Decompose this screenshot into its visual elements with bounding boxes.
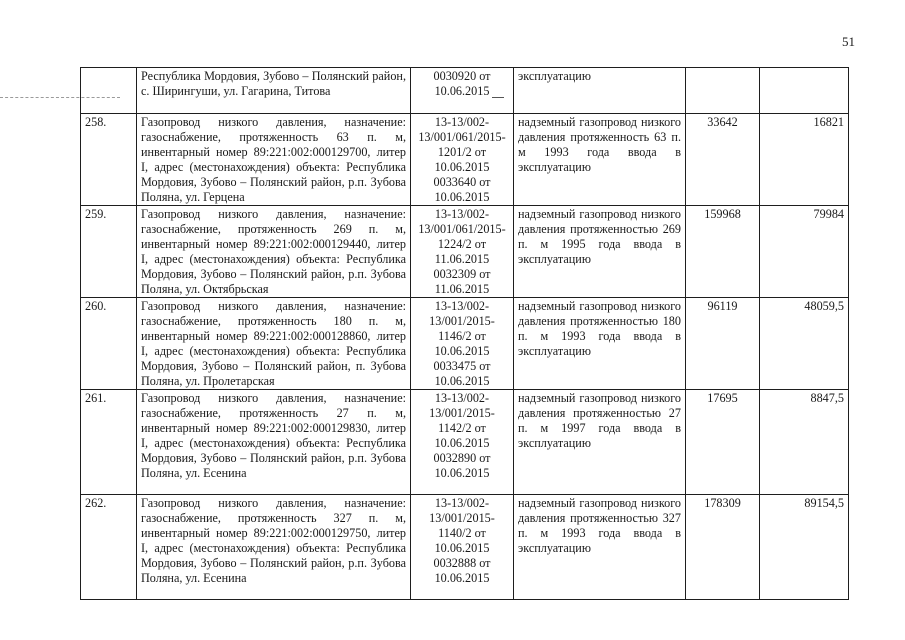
characteristics-cell: надземный газопровод низкого давления протяженность 63 п. м 1993 года ввода в эксплуатацию: [514, 114, 686, 206]
cost-cell: 33642: [686, 114, 760, 206]
characteristics-cell: надземный газопровод низкого давления протяженностью 27 п. м 1997 года ввода в эксплуатацию: [514, 390, 686, 495]
residual-cost-cell: 48059,5: [760, 298, 849, 390]
residual-cost-cell: 16821: [760, 114, 849, 206]
registration-cell: 13-13/002-13/001/2015-1140/2 от 10.06.2015 0032888 от 10.06.2015: [411, 495, 514, 600]
row-number-cell: 259.: [81, 206, 137, 298]
residual-cost-cell: [760, 68, 849, 114]
registration-cell: 0030920 от 10.06.2015: [411, 68, 514, 114]
cost-cell: 96119: [686, 298, 760, 390]
description-cell: Газопровод низкого давления, назначение: газоснабжение, протяженность 180 п. м, инвентарный номер 89:221:002:000128860, литер I, адрес (местонахождения) объекта: Республика Мордовия, Зубово – Полянский район, п. Зубова Поляна, ул. Пролетарская: [137, 298, 411, 390]
table-row: [81, 495, 849, 600]
row-number-cell: 261.: [81, 390, 137, 495]
residual-cost-cell: 8847,5: [760, 390, 849, 495]
cost-cell: 178309: [686, 495, 760, 600]
residual-cost-cell: 79984: [760, 206, 849, 298]
table-row: [81, 298, 849, 390]
table-row: [81, 68, 849, 114]
characteristics-cell: надземный газопровод низкого давления протяженностью 269 п. м 1995 года ввода в эксплуатацию: [514, 206, 686, 298]
description-cell: Республика Мордовия, Зубово – Полянский район, с. Ширингуши, ул. Гагарина, Титова: [137, 68, 411, 114]
cost-cell: 17695: [686, 390, 760, 495]
registration-cell: 13-13/002-13/001/061/2015-1224/2 от 11.06.2015 0032309 от 11.06.2015: [411, 206, 514, 298]
description-cell: Газопровод низкого давления, назначение: газоснабжение, протяженность 269 п. м, инвентарный номер 89:221:002:000129440, литер I, адрес (местонахождения) объекта: Республика Мордовия, Зубово – Полянский район, р.п. Зубова Поляна, ул. Октябрьская: [137, 206, 411, 298]
characteristics-cell: надземный газопровод низкого давления протяженностью 327 п. м 1993 года ввода в эксплуатацию: [514, 495, 686, 600]
cost-cell: [686, 68, 760, 114]
characteristics-cell: надземный газопровод низкого давления протяженностью 180 п. м 1993 года ввода в эксплуатацию: [514, 298, 686, 390]
description-cell: Газопровод низкого давления, назначение: газоснабжение, протяженность 63 п. м, инвентарный номер 89:221:002:000129700, литер I, адрес (местонахождения) объекта: Республика Мордовия, Зубово – Полянский район, р.п. Зубова Поляна, ул. Герцена: [137, 114, 411, 206]
table-row: [81, 206, 849, 298]
description-cell: Газопровод низкого давления, назначение: газоснабжение, протяженность 327 п. м, инвентарный номер 89:221:002:000129750, литер I, адрес (местонахождения) объекта: Республика Мордовия, Зубово – Полянский район, р.п. Зубова Поляна, ул. Есенина: [137, 495, 411, 600]
registration-cell: 13-13/002-13/001/2015-1146/2 от 10.06.2015 0033475 от 10.06.2015: [411, 298, 514, 390]
page-number: 51: [842, 34, 855, 49]
row-number-cell: 258.: [81, 114, 137, 206]
characteristics-cell: эксплуатацию: [514, 68, 686, 114]
row-number-cell: 262.: [81, 495, 137, 600]
description-cell: Газопровод низкого давления, назначение: газоснабжение, протяженность 27 п. м, инвентарный номер 89:221:002:000129830, литер I, адрес (местонахождения) объекта: Республика Мордовия, Зубово – Полянский район, р.п. Зубова Поляна, ул. Есенина: [137, 390, 411, 495]
table-row: [81, 390, 849, 495]
table-row: [81, 114, 849, 206]
residual-cost-cell: 89154,5: [760, 495, 849, 600]
cost-cell: 159968: [686, 206, 760, 298]
property-registry-table: [80, 67, 849, 600]
row-number-cell: [81, 68, 137, 114]
registration-cell: 13-13/002-13/001/061/2015-1201/2 от 10.06.2015 0033640 от 10.06.2015: [411, 114, 514, 206]
registration-cell: 13-13/002-13/001/2015-1142/2 от 10.06.2015 0032890 от 10.06.2015: [411, 390, 514, 495]
row-number-cell: 260.: [81, 298, 137, 390]
